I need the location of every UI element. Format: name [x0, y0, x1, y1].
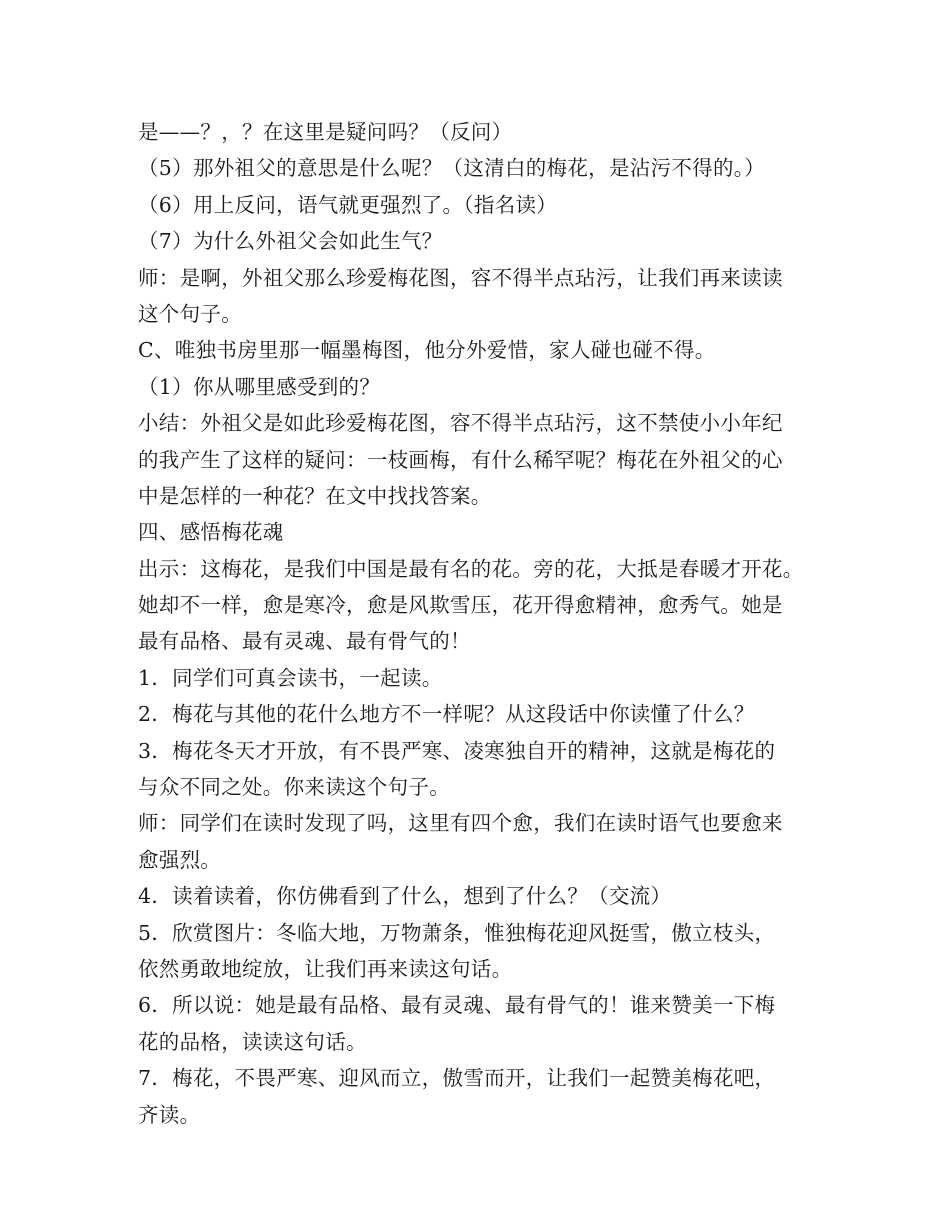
text-line: 这个句子。: [138, 301, 242, 326]
text-line: 愈强烈。: [138, 847, 222, 872]
text-line: 2．梅花与其他的花什么地方不一样呢？从这段话中你读懂了什么？: [138, 702, 755, 727]
text-line: （6）用上反问，语气就更强烈了。（指名读）: [138, 192, 558, 217]
text-line: （1）你从哪里感受到的？: [138, 374, 381, 399]
text-line: 6．所以说：她是最有品格、最有灵魂、最有骨气的！谁来赞美一下梅: [138, 993, 776, 1018]
text-line: 出示：这梅花，是我们中国是最有名的花。旁的花，大抵是春暖才开花。: [138, 556, 804, 581]
text-line: 3．梅花冬天才开放，有不畏严寒、凌寒独自开的精神，这就是梅花的: [138, 738, 776, 763]
text-line: （7）为什么外祖父会如此生气？: [138, 229, 443, 254]
section-heading: 四、感悟梅花魂: [138, 520, 284, 545]
text-line: 与众不同之处。你来读这个句子。: [138, 775, 450, 800]
text-line: 7．梅花，不畏严寒、迎风而立，傲雪而开，让我们一起赞美梅花吧，: [138, 1066, 776, 1091]
text-line: 齐读。: [138, 1102, 201, 1127]
text-line: 师：是啊，外祖父那么珍爱梅花图，容不得半点玷污，让我们再来读读: [138, 265, 783, 290]
text-line: 最有品格、最有灵魂、最有骨气的！: [138, 629, 471, 654]
text-line: 依然勇敢地绽放，让我们再来读这句话。: [138, 956, 513, 981]
text-line: 师：同学们在读时发现了吗，这里有四个愈，我们在读时语气也要愈来: [138, 811, 783, 836]
text-line: 小结：外祖父是如此珍爱梅花图，容不得半点玷污，这不禁使小小年纪: [138, 411, 783, 436]
text-line: 1．同学们可真会读书，一起读。: [138, 665, 443, 690]
text-line: 她却不一样，愈是寒冷，愈是风欺雪压，花开得愈精神，愈秀气。她是: [138, 593, 783, 618]
text-line: C、唯独书房里那一幅墨梅图，他分外爱惜，家人碰也碰不得。: [138, 338, 716, 363]
text-line: 5．欣赏图片：冬临大地，万物萧条，惟独梅花迎风挺雪，傲立枝头，: [138, 920, 776, 945]
text-line: 4．读着读着，你仿佛看到了什么，想到了什么？（交流）: [138, 884, 672, 909]
document-body: [138, 114, 828, 1133]
text-line: 的我产生了这样的疑问：一枝画梅，有什么稀罕呢？梅花在外祖父的心: [138, 447, 783, 472]
text-line: 花的品格，读读这句话。: [138, 1029, 367, 1054]
text-line: （5）那外祖父的意思是什么呢？（这清白的梅花，是沾污不得的。）: [138, 156, 766, 181]
text-line: 是——？，？在这里是疑问吗？（反问）: [138, 120, 513, 144]
text-line: 中是怎样的一种花？在文中找找答案。: [138, 483, 492, 508]
